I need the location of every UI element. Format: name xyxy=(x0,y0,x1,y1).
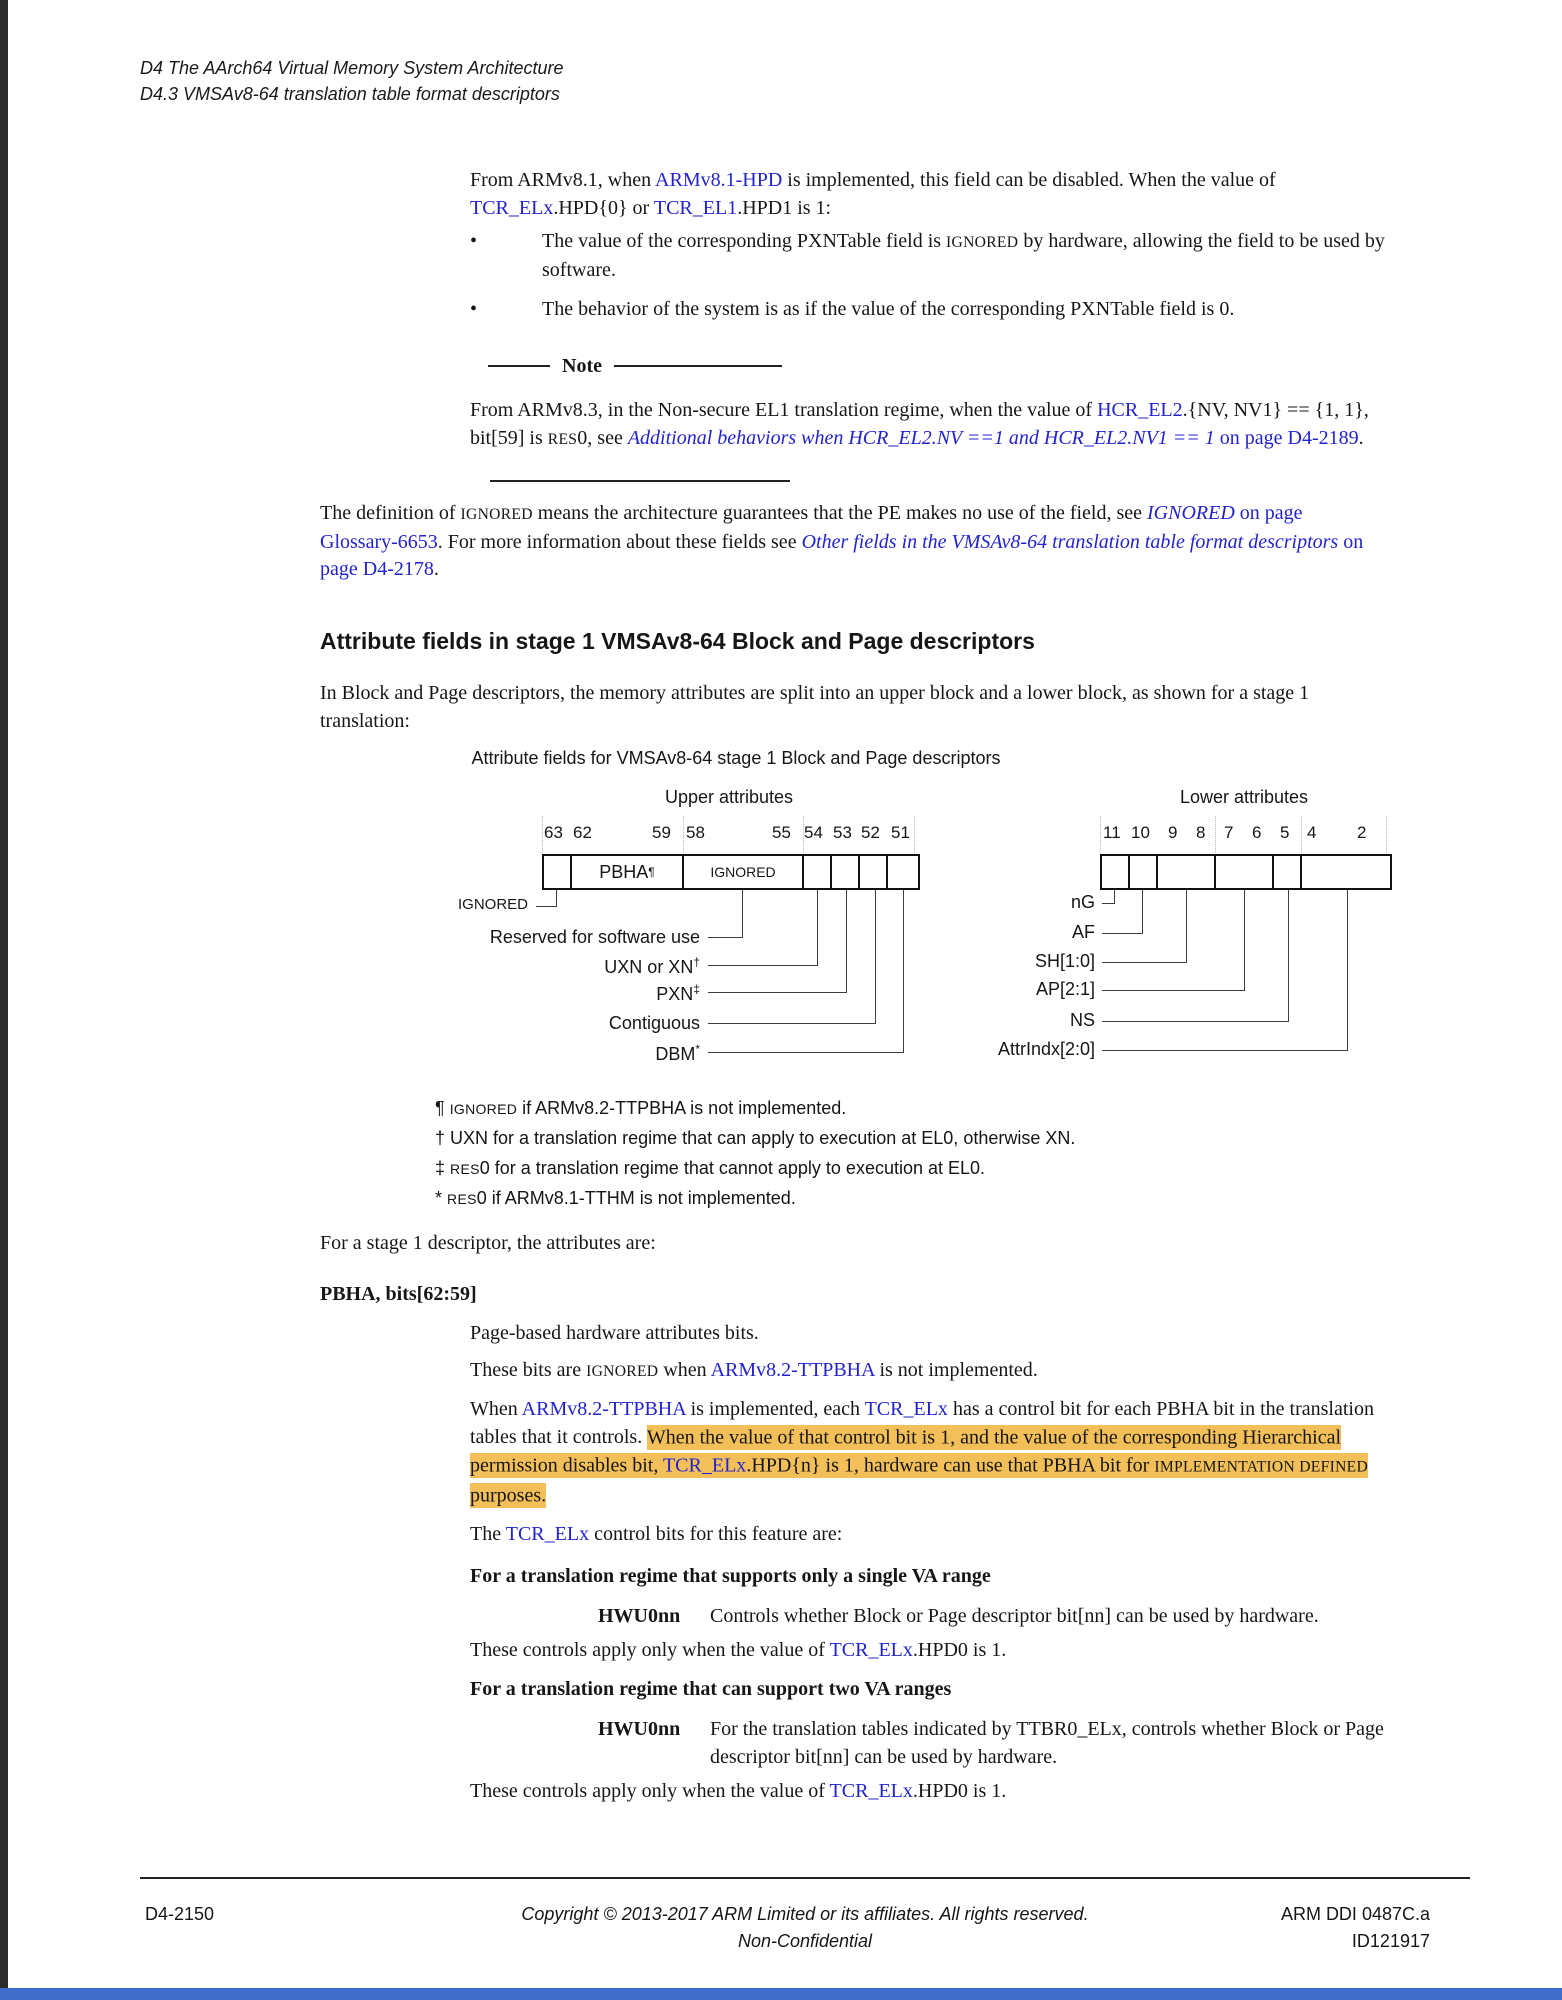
bit-boundary-tick xyxy=(683,816,684,853)
upper-attributes-bitfield xyxy=(542,854,920,890)
bit-number: 59 xyxy=(652,823,671,842)
text-run: .HPD0 is 1. xyxy=(912,1780,1007,1802)
footnote-text: 0 if ARMv8.1-TTHM is not implemented. xyxy=(476,1188,796,1208)
footer-copyright-block xyxy=(400,1901,1210,1955)
text-run: control bits for this feature are: xyxy=(589,1523,843,1545)
footnote-text: 0 for a translation regime that cannot apply to execution at EL0. xyxy=(479,1158,986,1178)
bit-boundary-tick xyxy=(1215,816,1216,853)
smallcaps: RES xyxy=(447,1191,477,1207)
link-page-d4-2189[interactable]: on page D4-2189 xyxy=(1214,426,1359,449)
link-tcr-elx[interactable]: TCR_ELx xyxy=(829,1780,913,1802)
link-armv8-2-ttpbha[interactable]: ARMv8.2-TTPBHA xyxy=(521,1398,686,1420)
footnote-marker: ¶ xyxy=(435,1098,445,1118)
callout-line-ignored xyxy=(536,890,557,907)
chapter-title: D4 The AArch64 Virtual Memory System Architecture xyxy=(140,58,564,78)
link-other-fields[interactable]: Other fields in the VMSAv8-64 translation table format descriptors xyxy=(801,530,1339,553)
footnote xyxy=(435,1154,1075,1184)
footnote-text: UXN for a translation regime that can apply to execution at EL0, otherwise XN. xyxy=(450,1128,1076,1148)
smallcaps: RES xyxy=(450,1161,480,1177)
scan-bottom-bar xyxy=(0,1988,1562,2000)
bit-number: 63 xyxy=(544,823,563,842)
bit-cell-ignored: IGNORED xyxy=(684,856,804,888)
bit-number: 62 xyxy=(573,823,592,842)
bullet-list xyxy=(470,228,1415,324)
text-run: These controls apply only when the value of xyxy=(470,1639,830,1661)
bit-cell-9-8 xyxy=(1158,856,1216,888)
bit-number: 58 xyxy=(686,823,705,842)
note-header xyxy=(488,354,782,378)
hwu0nn-row xyxy=(470,1602,1415,1630)
hwu0nn-desc: Controls whether Block or Page descriptor bit[nn] can be used by hardware. xyxy=(710,1605,1319,1627)
link-armv8-2-ttpbha[interactable]: ARMv8.2-TTPBHA xyxy=(710,1359,875,1381)
note-rule-right xyxy=(614,365,782,367)
text-run: These bits are xyxy=(470,1359,587,1381)
bullet-text: The behavior of the system is as if the value of the corresponding PXNTable field is 0. xyxy=(542,298,1235,320)
callout-line-attrindx xyxy=(1102,890,1348,1051)
pbha-p4 xyxy=(470,1520,1415,1548)
doc-id: ARM DDI 0487C.a xyxy=(1280,1904,1430,1924)
text-run: The value of the corresponding PXNTable field is xyxy=(542,230,947,252)
pbha-p2 xyxy=(470,1356,1415,1386)
label-text: Reserved for software use xyxy=(489,927,700,947)
text-run: .HPD1 is 1: xyxy=(737,196,832,219)
link-hcr-el2[interactable]: HCR_EL2 xyxy=(1097,399,1183,421)
label-dbm xyxy=(320,1042,700,1065)
bullet-icon: • xyxy=(470,298,478,320)
bit-number: 10 xyxy=(1131,823,1150,842)
bit-number: 53 xyxy=(833,823,852,842)
text-run: . For more information about these fields see xyxy=(437,530,802,553)
text-run: means the architecture guarantees that the PE makes no use of the field, see xyxy=(532,502,1148,524)
smallcaps-ignored: IGNORED xyxy=(460,506,533,523)
bit-number: 4 xyxy=(1307,823,1317,842)
link-page-glossary-6653[interactable]: on page Glossary-6653 xyxy=(320,502,1303,553)
footer-rule xyxy=(140,1877,1470,1879)
text-run: .{NV, NV1} == {1, 1}, bit[59] is xyxy=(470,399,1369,449)
bit-number: 8 xyxy=(1196,823,1206,842)
label-text: PXN xyxy=(656,984,694,1004)
lower-attributes-title: Lower attributes xyxy=(1179,787,1309,807)
footnote-mark-star: * xyxy=(695,1042,700,1056)
footnote xyxy=(435,1124,1075,1154)
build-id: ID121917 xyxy=(1351,1931,1430,1951)
bit-cell-53 xyxy=(832,856,860,888)
bit-number: 51 xyxy=(891,823,910,842)
section-title: D4.3 VMSAv8-64 translation table format descriptors xyxy=(140,84,560,104)
lower-attributes-bitfield xyxy=(1100,854,1392,890)
link-armv8-1-hpd[interactable]: ARMv8.1-HPD xyxy=(655,169,783,191)
smallcaps-ignored: IGNORED xyxy=(946,234,1019,251)
bit-number: 11 xyxy=(1103,823,1121,842)
list-item xyxy=(470,296,1415,324)
label-contiguous xyxy=(320,1013,700,1034)
bit-cell-52 xyxy=(860,856,888,888)
text-run: These controls apply only when the value of xyxy=(470,1780,830,1802)
label-text: UXN or XN xyxy=(604,957,694,977)
section-intro: In Block and Page descriptors, the memory attributes are split into an upper block and a lower block, as shown for a stage 1 translation: xyxy=(320,682,1310,732)
text-run: When the value of that control bit is 1, and the value of the corresponding Hierarchical permission disables bit, xyxy=(470,1426,1342,1476)
paragraph-hpd xyxy=(470,167,1415,222)
bit-number: 54 xyxy=(804,823,823,842)
text-run: has a control bit for each PBHA bit in the translation tables that it controls. xyxy=(470,1398,1374,1448)
bit-number: 5 xyxy=(1280,823,1290,842)
text-run: From ARMv8.3, in the Non-secure EL1 translation regime, when the value of xyxy=(470,399,1098,421)
bit-boundary-tick xyxy=(1386,816,1387,853)
label-text: DBM xyxy=(655,1044,696,1064)
smallcaps-ignored: IGNORED xyxy=(586,1363,659,1380)
text-run: The definition of xyxy=(320,502,461,524)
text-run: .HPD0 is 1. xyxy=(912,1639,1007,1661)
label-sh: SH[1:0] xyxy=(1034,951,1095,971)
footnote xyxy=(435,1184,1075,1214)
pbha-label: PBHA xyxy=(599,861,649,882)
text-run: is implemented, this field can be disabled. When the value of xyxy=(782,169,1276,191)
pbha-definition-body xyxy=(470,1319,1415,1814)
text-run: From ARMv8.1, when xyxy=(470,169,656,191)
pbha-p1: Page-based hardware attributes bits. xyxy=(470,1322,759,1344)
text-run: The xyxy=(470,1523,506,1545)
note-rule-left xyxy=(488,365,550,367)
figure-caption: Attribute fields for VMSAv8-64 stage 1 Block and Page descriptors xyxy=(471,748,1001,768)
note-rule-close xyxy=(490,480,790,482)
bit-number: 2 xyxy=(1357,823,1367,842)
text-run: . xyxy=(433,558,439,580)
hwu0nn-term: HWU0nn xyxy=(598,1605,681,1627)
bit-number: 9 xyxy=(1168,823,1178,842)
bit-cell-pbha: PBHA ¶ xyxy=(572,856,684,888)
label-attrindx: AttrIndx[2:0] xyxy=(997,1039,1095,1059)
text-run: . xyxy=(1358,426,1364,449)
text-run: when xyxy=(658,1359,711,1381)
text-run: is implemented, each xyxy=(685,1398,865,1420)
text-run: by hardware, allowing the field to be used by software. xyxy=(542,230,1385,281)
text-run: .HPD{n} is 1, hardware can use that PBHA bit for xyxy=(746,1454,1155,1476)
label-af: AF xyxy=(1071,922,1095,942)
bullet-icon: • xyxy=(470,230,478,252)
bullet-text xyxy=(542,228,1415,284)
bit-cell-7-6 xyxy=(1216,856,1274,888)
link-tcr-elx[interactable]: TCR_ELx xyxy=(829,1639,913,1661)
bit-cell-63 xyxy=(544,856,572,888)
smallcaps-res: RES xyxy=(547,430,578,448)
hwu0nn-term: HWU0nn xyxy=(598,1718,681,1740)
figure-footnotes xyxy=(435,1094,1075,1214)
footnote-marker: * xyxy=(435,1188,443,1208)
bit-boundary-tick xyxy=(914,816,915,853)
label-uxn-xn xyxy=(320,955,700,978)
classification-line: Non-Confidential xyxy=(737,1931,873,1951)
apply-note xyxy=(470,1636,1175,1664)
link-tcr-elx[interactable]: TCR_ELx xyxy=(470,196,554,219)
text-run: .HPD{0} or xyxy=(553,196,654,219)
bit-boundary-tick xyxy=(542,816,543,853)
footnote-mark-ddagger: ‡ xyxy=(693,982,700,996)
bit-cell-4-2 xyxy=(1302,856,1390,888)
section-heading: Attribute fields in stage 1 VMSAv8-64 Block and Page descriptors xyxy=(320,628,1035,654)
label-text: Contiguous xyxy=(608,1013,700,1033)
upper-attributes-title: Upper attributes xyxy=(664,787,794,807)
footnote-marker: ‡ xyxy=(435,1158,446,1178)
text-run: 0, see xyxy=(577,426,628,449)
text-run: When xyxy=(470,1398,522,1420)
list-item xyxy=(470,228,1415,284)
note-body xyxy=(470,397,1415,453)
link-additional-behaviors[interactable]: Additional behaviors when HCR_EL2.NV ==1 and HCR_EL2.NV1 == 1 xyxy=(627,426,1215,449)
footnote xyxy=(435,1094,1075,1124)
hwu0nn-row xyxy=(470,1715,1415,1771)
label-ignored-bit63 xyxy=(320,896,528,913)
label-pxn xyxy=(320,982,700,1005)
label-text: IGNORED xyxy=(457,896,528,913)
pbha-term: PBHA, bits[62:59] xyxy=(320,1283,477,1305)
text-run: purposes. xyxy=(470,1484,547,1506)
footnote-text: if ARMv8.2-TTPBHA is not implemented. xyxy=(517,1098,847,1118)
link-tcr-elx[interactable]: TCR_ELx xyxy=(864,1398,948,1420)
scan-left-edge xyxy=(0,0,8,2000)
link-ignored-glossary[interactable]: IGNORED xyxy=(1147,502,1235,524)
label-ns: NS xyxy=(1069,1010,1095,1030)
link-page-d4-2178[interactable]: on page D4-2178 xyxy=(320,530,1364,580)
two-va-ranges-heading: For a translation regime that can support two VA ranges xyxy=(470,1678,952,1700)
bit-cell-51 xyxy=(888,856,918,888)
text-run: is not implemented. xyxy=(874,1359,1038,1381)
stage1-lead-in: For a stage 1 descriptor, the attributes are: xyxy=(320,1232,656,1254)
footer-doc-ids xyxy=(1100,1901,1430,1955)
single-va-range-heading: For a translation regime that supports only a single VA range xyxy=(470,1565,991,1587)
footer-page-number: D4-2150 xyxy=(145,1904,215,1924)
smallcaps: IGNORED xyxy=(449,1101,518,1117)
copyright-line: Copyright © 2013-2017 ARM Limited or its affiliates. All rights reserved. xyxy=(521,1904,1089,1924)
footnote-mark-dagger: † xyxy=(693,955,700,969)
link-tcr-elx[interactable]: TCR_ELx xyxy=(505,1523,590,1545)
note-title: Note xyxy=(562,355,602,377)
footnote-marker: † xyxy=(435,1128,446,1148)
page-header xyxy=(140,55,563,107)
apply-note xyxy=(470,1777,1175,1805)
bit-number: 7 xyxy=(1224,823,1234,842)
pbha-p3 xyxy=(470,1395,1415,1509)
bit-boundary-tick xyxy=(1301,816,1302,853)
bit-number: 55 xyxy=(772,823,791,842)
paragraph-ignored-definition xyxy=(320,500,1380,584)
bit-boundary-tick xyxy=(1100,816,1101,853)
link-tcr-elx[interactable]: TCR_ELx xyxy=(662,1454,747,1476)
label-ap: AP[2:1] xyxy=(1035,979,1095,999)
bit-cell-54 xyxy=(804,856,832,888)
bit-cell-5 xyxy=(1274,856,1302,888)
link-tcr-el1[interactable]: TCR_EL1 xyxy=(653,196,738,219)
label-reserved-software xyxy=(320,927,700,948)
bit-number: 6 xyxy=(1252,823,1262,842)
smallcaps-impdef: IMPLEMENTATION DEFINED xyxy=(1154,1458,1369,1475)
hwu0nn-desc: For the translation tables indicated by TTBR0_ELx, controls whether Block or Page descriptor bit[nn] can be used by hardware. xyxy=(710,1718,1384,1768)
label-ng: nG xyxy=(1070,892,1095,912)
bit-cell-10 xyxy=(1130,856,1158,888)
bit-cell-11 xyxy=(1102,856,1130,888)
bit-number: 52 xyxy=(861,823,880,842)
